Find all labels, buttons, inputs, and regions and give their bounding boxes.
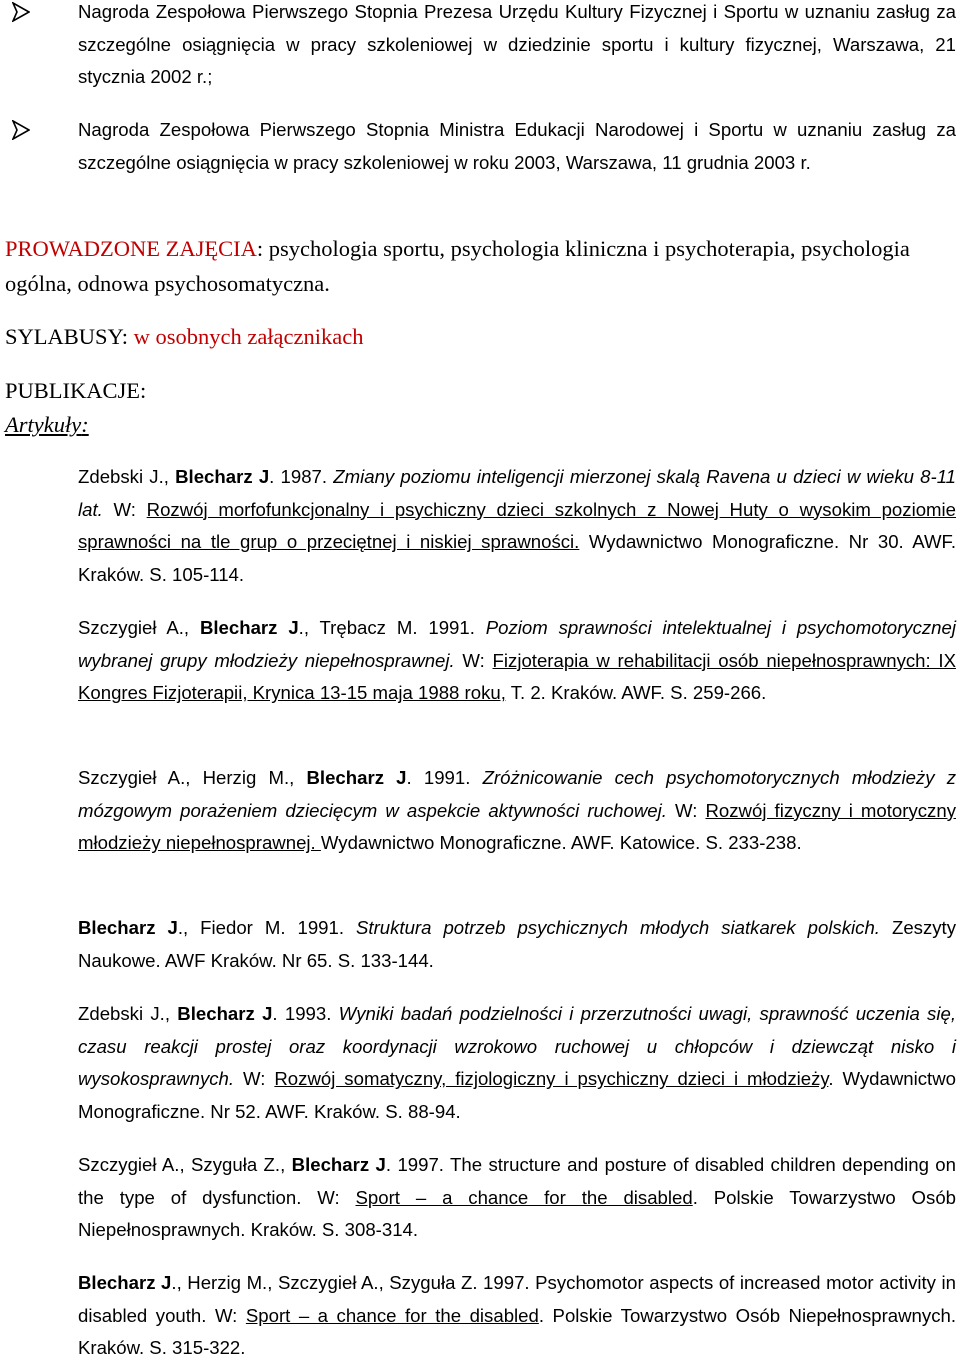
ref-authors-year: . 1997. xyxy=(385,1154,451,1175)
ref-title: Zmiany poziomu inteligencji mierzonej skalą Ravena u dzieci w wieku 8-11 lat. xyxy=(78,466,956,520)
ref-in: W: xyxy=(666,799,706,821)
ref-authors-year: ., Trębacz M. 1991. xyxy=(298,617,486,638)
courses-section xyxy=(5,231,955,301)
courses-text: psychologia sportu, psychologia kliniczna i psychoterapia, psychologia ogólna, odnowa psychosomatyczna. xyxy=(5,236,910,296)
ref-title: Psychomotor aspects of increased motor activity in disabled youth. xyxy=(78,1272,957,1326)
ref-authors-year: . 1993. xyxy=(272,1003,339,1024)
award-item xyxy=(78,114,956,179)
ref-book: Sport – a chance for the disabled xyxy=(355,1186,693,1208)
reference-item xyxy=(78,1149,956,1247)
ref-book: Fizjoterapia w rehabilitacji osób niepełnosprawnych: IX Kongres Fizjoterapii, Krynica 13-15 maja 1988 roku, xyxy=(78,649,956,704)
ref-book: Sport – a chance for the disabled xyxy=(245,1304,539,1326)
ref-authors: Zdebski J., xyxy=(78,1003,178,1024)
ref-title: Zróżnicowanie cech psychomotorycznych młodzieży z mózgowym porażeniem dziecięcym w aspekcie aktywności ruchowej. xyxy=(78,767,956,821)
award-text: Nagroda Zespołowa Pierwszego Stopnia Ministra Edukacji Narodowej i Sportu w uznaniu zasług za szczególne osiągnięcia w pracy szkoleniowej w roku 2003, Warszawa, 11 grudnia 2003 r. xyxy=(78,119,956,173)
ref-book: Rozwój morfofunkcjonalny i psychiczny dzieci szkolnych z Nowej Huty o wysokim poziomie sprawności na tle grup o przeciętnej i niskiej sprawności. xyxy=(78,498,956,553)
reference-item xyxy=(78,1267,956,1365)
ref-publisher: . Polskie Towarzystwo Osób Niepełnosprawnych. Kraków. S. 308-314. xyxy=(78,1186,956,1241)
courses-colon: : xyxy=(256,236,264,261)
ref-author-highlight: Blecharz J xyxy=(78,1272,172,1293)
ref-author-highlight: Blecharz J xyxy=(78,917,178,938)
ref-title: Struktura potrzeb psychicznych młodych siatkarek polskich. xyxy=(356,917,880,938)
ref-authors-year: ., Herzig M., Szczygieł A., Szyguła Z. 1997. xyxy=(171,1272,536,1293)
ref-publisher: . Polskie Towarzystwo Osób Niepełnosprawnych. Kraków. S. 315-322. xyxy=(78,1304,956,1359)
syllabus-section xyxy=(5,319,955,354)
ref-in: W: xyxy=(301,1186,356,1208)
award-item xyxy=(78,0,956,94)
syllabus-text: w osobnych załącznikach xyxy=(127,324,364,349)
ref-in: W: xyxy=(102,498,147,520)
ref-author-highlight: Blecharz J xyxy=(175,466,270,487)
reference-item xyxy=(78,912,956,977)
reference-item xyxy=(78,461,956,591)
ref-authors-year: . 1987. xyxy=(269,466,334,487)
ref-authors-year: . 1991. xyxy=(406,767,483,788)
arrow-bullet-icon xyxy=(12,120,30,140)
articles-colon: : xyxy=(81,412,89,437)
ref-author-highlight: Blecharz J xyxy=(306,767,407,788)
ref-authors: Szczygieł A., Herzig M., xyxy=(78,767,307,788)
ref-title: The structure and posture of disabled children depending on the type of dysfunction. xyxy=(78,1154,956,1208)
ref-author-highlight: Blecharz J xyxy=(199,617,299,638)
ref-book: Rozwój somatyczny, fizjologiczny i psychiczny dzieci i młodzieży xyxy=(274,1068,829,1090)
publications-heading xyxy=(5,373,955,408)
ref-author-highlight: Blecharz J xyxy=(177,1003,273,1024)
publications-label: PUBLIKACJE xyxy=(5,378,141,403)
ref-publisher: Zeszyty Naukowe. AWF Kraków. Nr 65. S. 133-144. xyxy=(78,917,957,971)
award-text: Nagroda Zespołowa Pierwszego Stopnia Prezesa Urzędu Kultury Fizycznej i Sportu w uznaniu zasług za szczególne osiągnięcia w pracy szkoleniowej w dziedzinie sportu i kultury fizycznej, Warszawa, 21 stycznia 2002 r.; xyxy=(78,1,956,87)
articles-heading xyxy=(5,407,955,442)
courses-label: PROWADZONE ZAJĘCIA xyxy=(5,236,257,261)
reference-item xyxy=(78,762,956,860)
ref-publisher: Wydawnictwo Monograficzne. AWF. Katowice. S. 233-238. xyxy=(320,832,802,854)
ref-author-highlight: Blecharz J xyxy=(291,1154,386,1175)
ref-in: W: xyxy=(206,1304,246,1326)
ref-publisher: T. 2. Kraków. AWF. S. 259-266. xyxy=(505,682,767,704)
ref-title: Poziom sprawności intelektualnej i psychomotorycznej wybranej grupy młodzieży niepełnosprawnej. xyxy=(78,617,956,671)
ref-authors: Szczygieł A., xyxy=(78,617,200,638)
ref-publisher: Wydawnictwo Monograficzne. Nr 30. AWF. Kraków. S. 105-114. xyxy=(78,531,956,585)
publications-colon: : xyxy=(140,378,147,403)
reference-item xyxy=(78,998,956,1128)
ref-authors-year: ., Fiedor M. 1991. xyxy=(177,917,357,938)
ref-in: W: xyxy=(234,1068,275,1090)
ref-book: Rozwój fizyczny i motoryczny młodzieży niepełnosprawnej. xyxy=(78,799,956,854)
reference-item xyxy=(78,612,956,710)
ref-publisher: . Wydawnictwo Monograficzne. Nr 52. AWF. Kraków. S. 88-94. xyxy=(78,1068,956,1122)
ref-authors: Zdebski J., xyxy=(78,466,176,487)
ref-title: Wyniki badań podzielności i przerzutności uwagi, sprawność uczenia się, czasu reakcji prostej oraz koordynacji wzrokowo ruchowej u chłopców i dziewcząt nisko i wysokosprawnych. xyxy=(78,1003,956,1090)
articles-label: Artykuły xyxy=(5,412,82,437)
ref-authors: Szczygieł A., Szyguła Z., xyxy=(78,1154,292,1175)
ref-in: W: xyxy=(454,649,493,671)
syllabus-label: SYLABUSY: xyxy=(5,324,128,349)
arrow-bullet-icon xyxy=(12,2,30,22)
